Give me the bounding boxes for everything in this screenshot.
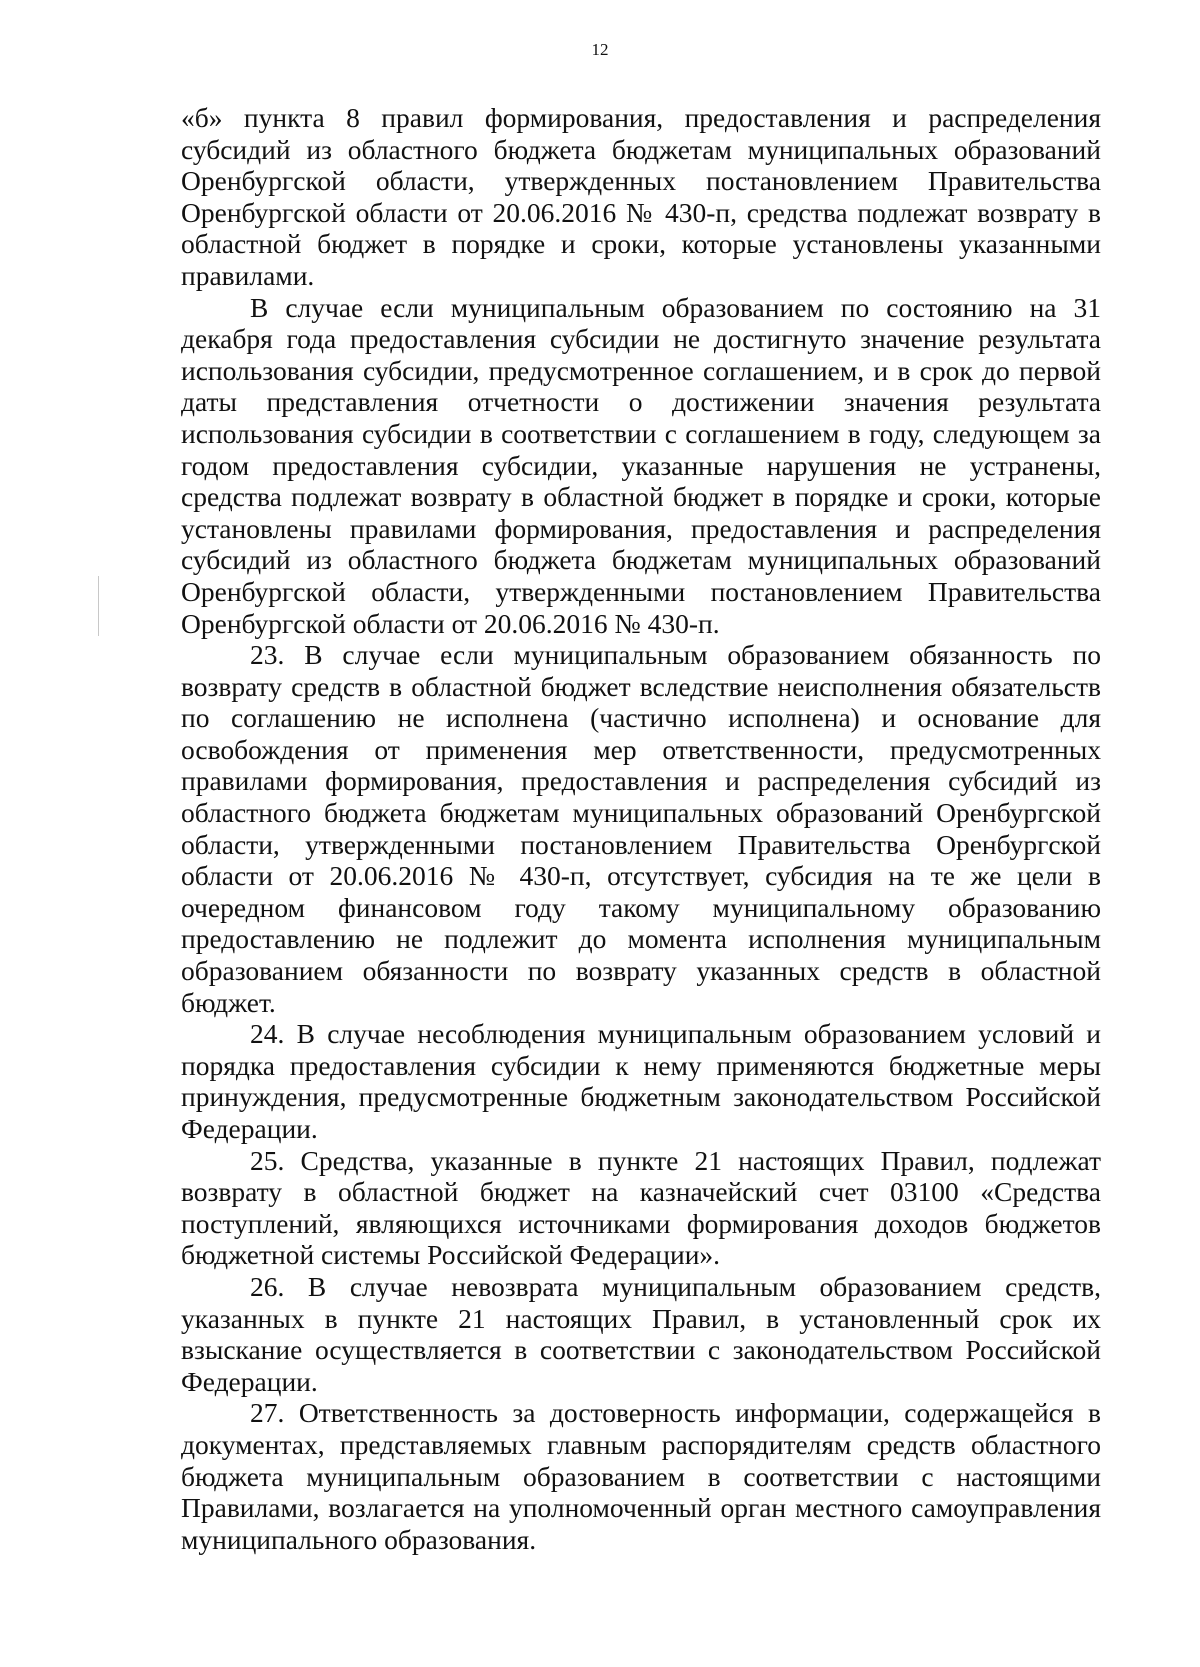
paragraph-continuation: «б» пункта 8 правил формирования, предоставления и распределения субсидий из областного бюджета бюджетам муниципальных образований Оренбургской области, утвержденных постановлением Правительства Оренбургской области от 20.06.2016 № 430-п, средства подлежат возврату в областной бюджет в порядке и сроки, которые установлены указанными правилами. [181,102,1101,291]
paragraph-26: 26. В случае невозврата муниципальным образованием средств, указанных в пункте 21 настоящих Правил, в установленный срок их взыскание осуществляется в соответствии с законодательством Российской Федерации. [181,1270,1101,1397]
paragraph-23: 23. В случае если муниципальным образованием обязанность по возврату средств в областной бюджет вследствие неисполнения обязательств по соглашению не исполнена (частично исполнена) и основание для освобождения от применения мер ответственности, предусмотренных правилами формирования, предоставления и распределения субсидий из областного бюджета бюджетам муниципальных образований Оренбургской области, утвержденными постановлением Правительства Оренбургской области от 20.06.2016 № 430-п, отсутствует, субсидия на те же цели в очередном финансовом году такому муниципальному образованию предоставлению не подлежит до момента исполнения муниципальным образованием обязанности по возврату указанных средств в областной бюджет. [181,639,1101,1018]
page-number: 12 [591,40,609,59]
document-body [181,102,1101,1555]
margin-scan-mark [98,576,99,636]
paragraph-return-unachieved-result: В случае если муниципальным образованием по состоянию на 31 декабря года предоставления субсидии не достигнуто значение результата использования субсидии, предусмотренное соглашением, и в срок до первой даты представления отчетности о достижении значения результата использования субсидии в соответствии с соглашением в году, следующем за годом предоставления субсидии, указанные нарушения не устранены, средства подлежат возврату в областной бюджет в порядке и сроки, которые установлены правилами формирования, предоставления и распределения субсидий из областного бюджета бюджетам муниципальных образований Оренбургской области, утвержденными постановлением Правительства Оренбургской области от 20.06.2016 № 430-п. [181,291,1101,639]
paragraph-24: 24. В случае несоблюдения муниципальным образованием условий и порядка предоставления субсидии к нему применяются бюджетные меры принуждения, предусмотренные бюджетным законодательством Российской Федерации. [181,1018,1101,1144]
paragraph-25: 25. Средства, указанные в пункте 21 настоящих Правил, подлежат возврату в областной бюджет на казначейский счет 03100 «Средства поступлений, являющихся источниками формирования доходов бюджетов бюджетной системы Российской Федерации». [181,1144,1101,1271]
paragraph-27: 27. Ответственность за достоверность информации, содержащейся в документах, представляемых главным распорядителям средств областного бюджета муниципальным образованием в соответствии с настоящими Правилами, возлагается на уполномоченный орган местного самоуправления муниципального образования. [181,1397,1101,1555]
